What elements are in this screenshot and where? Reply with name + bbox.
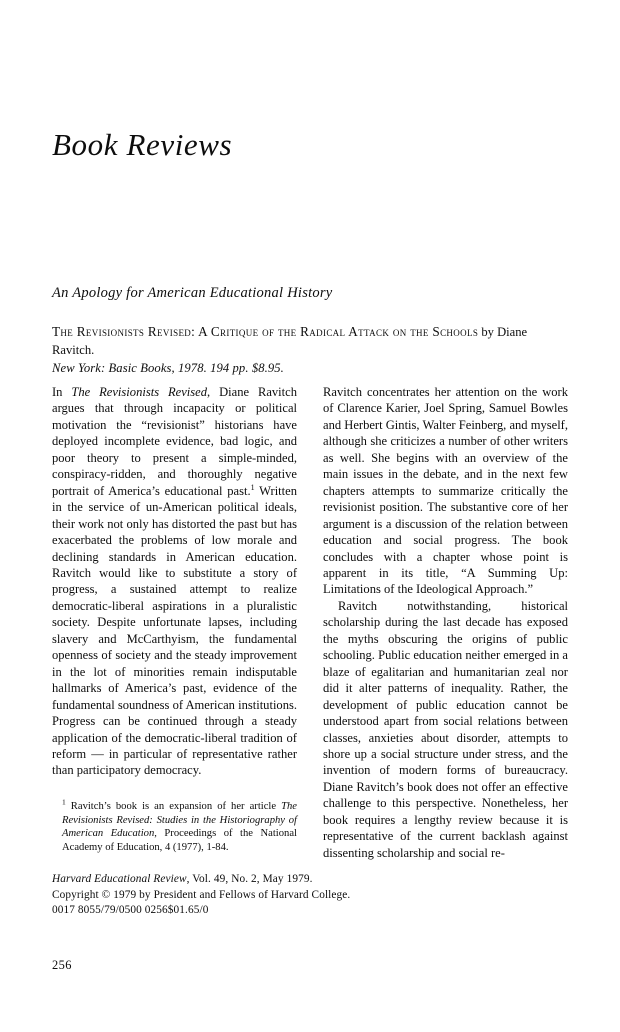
text-run: Written in the service of un-American political ideals, their work not only has distorted the past but has exacerbated the problems of low morale and declining standards in American education. Ravitch would like to substitute a story of progress, a sustained attempt to realize democratic-liberal aspirations in a pluralistic society. Despite unfortunate lapses, including slavery and McCarthyism, the fundamental openness of society and the steady improvement in the lot of minorities remain indisputable hallmarks of America’s past, evidence of the fundamental soundness of American institutions. Progress can be continued through a steady application of the democratic-liberal tradition of reform — in particular of representative rather than participatory democracy. (52, 483, 297, 778)
imprint-block (52, 872, 472, 919)
body-paragraph (323, 598, 568, 861)
footnote-marker: 1 (62, 797, 66, 807)
body-paragraph (323, 384, 568, 598)
text-run: , Diane Ravitch argues that through incapacity or political motivation the “revisionist” historians have deployed incomplete evidence, bad logic, and poor theory to present a simple-minded, conspiracy-ridden, and thoroughly negative portrait of America’s educational past. (52, 385, 297, 498)
review-header (52, 285, 568, 378)
journal-name: Harvard Educational Review (52, 873, 187, 885)
text-run: In (52, 385, 72, 399)
review-title: An Apology for American Educational History (52, 285, 333, 301)
page-number: 256 (52, 958, 72, 972)
copyright-line: Copyright © 1979 by President and Fellows of Harvard College. (52, 888, 351, 901)
book-title: The Revisionists Revised: A Critique of the Radical Attack on the Schools (52, 324, 479, 340)
book-byline: by Diane Ravitch. (52, 325, 528, 358)
text-run: Ravitch notwithstanding, historical scholarship during the last decade has exposed the myths obscuring the origins of public schooling. Public education neither emerged in a blaze of egalitarian and humanitarian zeal nor did it alter patterns of inequality. Rather, the development of public education cannot be understood apart from social relations between classes, anxieties about disorder, attempts to shore up a social structure under stress, and the invention of modern forms of bureaucracy. Diane Ravitch’s book does not offer an effective challenge to this perspective. Nonetheless, her book requires a lengthy review because it is representative of the current backlash against dissenting scholarship and social re- (323, 598, 568, 860)
book-citation (52, 323, 568, 378)
footnote-block (52, 797, 297, 854)
footnote-reference: 1 (250, 482, 255, 492)
book-publication-info: New York: Basic Books, 1978. 194 pp. $8.95. (52, 361, 284, 376)
italic-run: The Revisionists Revised (71, 385, 208, 399)
issn-line: 0017 8055/79/0500 0256$01.65/0 (52, 904, 209, 917)
body-columns (52, 384, 568, 861)
body-paragraph (52, 384, 297, 779)
journal-line (52, 872, 472, 888)
text-run: Ravitch’s book is an expansion of her article (70, 801, 282, 812)
journal-issue: , Vol. 49, No. 2, May 1979. (186, 873, 313, 885)
section-title: Book Reviews (52, 127, 233, 162)
text-run: Ravitch concentrates her attention on the work of Clarence Karier, Joel Spring, Samuel Bowles and Herbert Gintis, Walter Feinberg, and myself, although she criticizes a number of other writers as well. She begins with an overview of the main issues in the debate, and in the next few chapters attempts to summarize critically the revisionist position. The substantive core of her argument is a discussion of the relation between education and social progress. The book concludes with a chapter whose point is apparent in its title, “A Summing Up: Limitations of the Ideological Approach.” (323, 385, 568, 597)
text-run: , Proceedings of the National Academy of Education, 4 (1977), 1-84. (62, 828, 297, 853)
masthead (52, 128, 552, 162)
column-left (52, 384, 297, 861)
column-right (323, 384, 568, 861)
footnote-text (52, 797, 297, 854)
italic-run: The Revisionists Revised: Studies in the Historiography of American Education (62, 801, 297, 840)
